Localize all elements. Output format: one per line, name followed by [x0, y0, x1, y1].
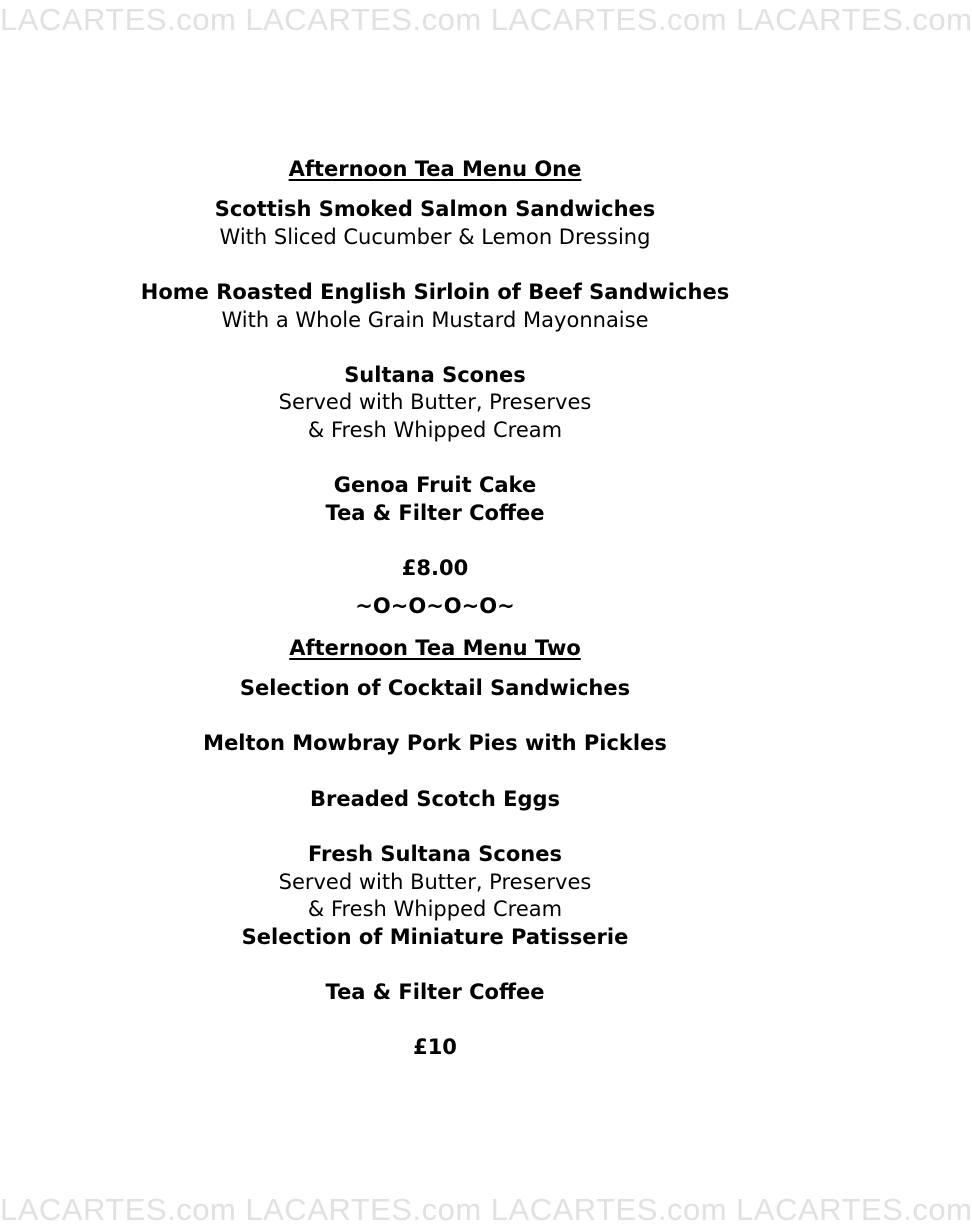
- watermark-top: LACARTES.com LACARTES.com LACARTES.com LACARTES.com: [0, 2, 972, 37]
- section-divider: ~O~O~O~O~: [355, 594, 515, 618]
- watermark-bottom: LACARTES.com LACARTES.com LACARTES.com LACARTES.com: [0, 1192, 972, 1227]
- menu-two-title: Afternoon Tea Menu Two: [289, 636, 581, 660]
- menu-two-item-scotch-eggs: Breaded Scotch Eggs: [309, 787, 561, 811]
- menu-two-item-scones-description-line1: Served with Butter, Preserves: [278, 870, 592, 894]
- menu-two-item-fresh-sultana-scones: Fresh Sultana Scones: [308, 842, 562, 866]
- menu-two-item-pork-pies: Melton Mowbray Pork Pies with Pickles: [203, 731, 667, 755]
- menu-two-item-miniature-patisserie: Selection of Miniature Patisserie: [241, 925, 629, 949]
- menu-two-item-tea-coffee: Tea & Filter Coffee: [325, 980, 545, 1004]
- menu-one-item-salmon-sandwiches: Scottish Smoked Salmon Sandwiches: [214, 197, 656, 221]
- menu-one-price: £8.00: [401, 556, 469, 580]
- menu-one-title: Afternoon Tea Menu One: [288, 157, 582, 181]
- menu-one-item-scones-description-line1: Served with Butter, Preserves: [278, 390, 592, 414]
- menu-one-item-tea-coffee: Tea & Filter Coffee: [325, 501, 545, 525]
- menu-two-item-cocktail-sandwiches: Selection of Cocktail Sandwiches: [239, 676, 631, 700]
- menu-one-item-scones-description-line2: & Fresh Whipped Cream: [307, 418, 563, 442]
- menu-one-item-sultana-scones: Sultana Scones: [344, 363, 526, 387]
- menu-two-item-scones-description-line2: & Fresh Whipped Cream: [307, 897, 563, 921]
- menu-one-item-beef-sandwiches: Home Roasted English Sirloin of Beef Sandwiches: [140, 280, 730, 304]
- menu-one-item-genoa-fruit-cake: Genoa Fruit Cake: [333, 473, 537, 497]
- menu-two-price: £10: [413, 1035, 457, 1059]
- menu-one-item-salmon-description: With Sliced Cucumber & Lemon Dressing: [219, 225, 651, 249]
- menu-one-item-beef-description: With a Whole Grain Mustard Mayonnaise: [221, 308, 649, 332]
